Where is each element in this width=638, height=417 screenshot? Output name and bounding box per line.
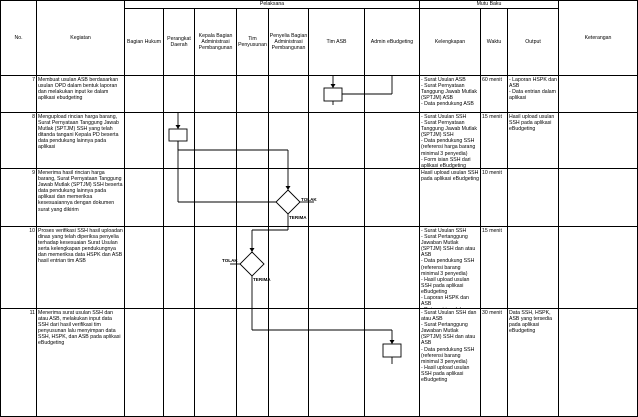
row-kegiatan: Menerima hasil rincian harga barang, Surat Pernyataan Tanggung Jawab Mutlak (SPTJM) SSH beserta data pendukung lainnya pada aplikasi dan memeriksa kesesuaiannya dengan dokumen surat yang dikirim <box>38 170 123 213</box>
process-box-tim-asb <box>324 88 342 101</box>
row-kegiatan: Mengupload rincian harga barang, Surat Pernyataan Tanggung Jawab Mutlak (SPTJM) SSH yang telah ditanda tangani Kepala PD beserta data pendukung lainnya pada aplikasi <box>38 114 119 151</box>
process-box-perangkat-daerah <box>169 129 187 141</box>
row-kelengkapan: - Surat Usulan SSH dan atau ASB - Surat Pertanggung Jawaban Mutlak (SPTJM) SSH dan atau ASB - Data pendukung SSH (referensi barang minimal 3 penyedia) - Hasil upload usulan SSH pada aplikasi eBudgeting <box>421 310 477 384</box>
header-actor-bagian-hukum: Bagian Hukum <box>126 38 162 45</box>
row-waktu: 60 menit <box>482 77 502 83</box>
header-waktu: Waktu <box>486 38 502 45</box>
header-output: Output <box>525 38 541 45</box>
flow-label-terima: TERIMA <box>253 277 271 282</box>
row-waktu: 15 menit <box>482 228 502 234</box>
row-kelengkapan: - Surat Usulan SSH - Surat Pertanggung Jawaban Mutlak (SPTJM) SSH dan atau ASB - Data pendukung SSH (referensi barang minimal 3 penyedia) - Hasil upload usulan SSH pada aplikasi eBudgeting - Laporan HSPK dan ASB <box>421 228 476 308</box>
arrow-head <box>286 186 291 190</box>
header-actor-admin-ebudgeting: Admin eBudgeting <box>370 38 414 45</box>
row-kegiatan: Menerima surat usulan SSH dan atau ASB, melakukan input data SSH dari hasil verifikasi tim penyusunan lalu menyimpan data SSH, HSPK, dan ASB pada aplikasi eBudgeting <box>38 310 121 347</box>
row-output: Data SSH, HSPK, ASB yang tersedia pada aplikasi eBudgeting <box>509 310 552 335</box>
header-kegiatan: Kegiatan <box>70 34 91 41</box>
header-mutu-baku: Mutu Baku <box>476 1 502 8</box>
row-kegiatan: Membuat usulan ASB berdasarkan usulan OPD dalam bentuk laporan dan melakukan input ke dalam aplikasi ebudgeting <box>38 77 119 102</box>
arrow-head <box>390 340 395 344</box>
row-kelengkapan: Hasil upload usulan SSH pada aplikasi eBudgeting <box>421 170 479 183</box>
arrow-head <box>331 84 336 88</box>
header-actor-tim-penyusunan: Tim Penyusunan <box>238 35 267 48</box>
row-number: 8 <box>32 114 35 120</box>
process-box-admin-ebudgeting <box>383 344 401 357</box>
row-kelengkapan: - Surat Usulan SSH - Surat Pernyataan Tanggung Jawab Mutlak (SPTJM) SSH - Data pendukung SSH (referensi harga barang minimal 3 penyedia) - Form isian SSH dari aplikasi eBudgeting <box>421 114 477 168</box>
row-number: 7 <box>32 77 35 83</box>
header-actor-tim-asb: Tim ASB <box>326 38 347 45</box>
flow-label-tolak: TOLAK <box>222 258 238 263</box>
header-keterangan: Keterangan <box>584 34 612 41</box>
header-actor-perangkat-daerah: Perangkat Daerah <box>167 35 191 48</box>
decision-tim-penyusunan <box>240 252 264 276</box>
row-number: 11 <box>29 310 35 316</box>
header-no: No. <box>14 34 23 41</box>
row-output: - Laporan HSPK dan ASB - Data entrian dalam aplikasi <box>509 77 557 102</box>
row-number: 9 <box>32 170 35 176</box>
arrow-head <box>250 248 255 252</box>
row-kegiatan: Proses verifikasi SSH hasil uploadan dinas yang telah diperiksa penyelia terhadap kesesuaian Surat Usulan serta kelengkapan pendukungnya dan memeriksa data HSPK dan ASB hasil entrian tim ASB <box>38 228 123 265</box>
row-waktu: 15 menit <box>482 114 502 120</box>
row-kelengkapan: - Surat Usulan ASB - Surat Pernyataan Tanggung Jawab Mutlak (SPTJM) ASB - Data pendukung ASB <box>421 77 477 108</box>
header-pelaksana: Pelaksana <box>259 1 285 8</box>
row-output: Hasil upload usulan SSH pada aplikasi eBudgeting <box>509 114 555 133</box>
row-number: 10 <box>29 228 35 234</box>
row-waktu: 10 menit <box>482 170 502 176</box>
decision-penyelia <box>276 190 300 214</box>
header-actor-kabag-adm-pembangunan: Kepala Bagian Administrasi Pembangunan <box>198 32 233 52</box>
row-waktu: 30 menit <box>482 310 502 316</box>
header-kelengkapan: Kelengkapan <box>434 38 466 45</box>
flow-label-terima: TERIMA <box>289 215 307 220</box>
header-actor-penyelia: Penyelia Bagian Administrasi Pembangunan <box>269 32 308 52</box>
arrow-head <box>176 125 181 129</box>
flow-label-tolak: TOLAK <box>301 197 317 202</box>
